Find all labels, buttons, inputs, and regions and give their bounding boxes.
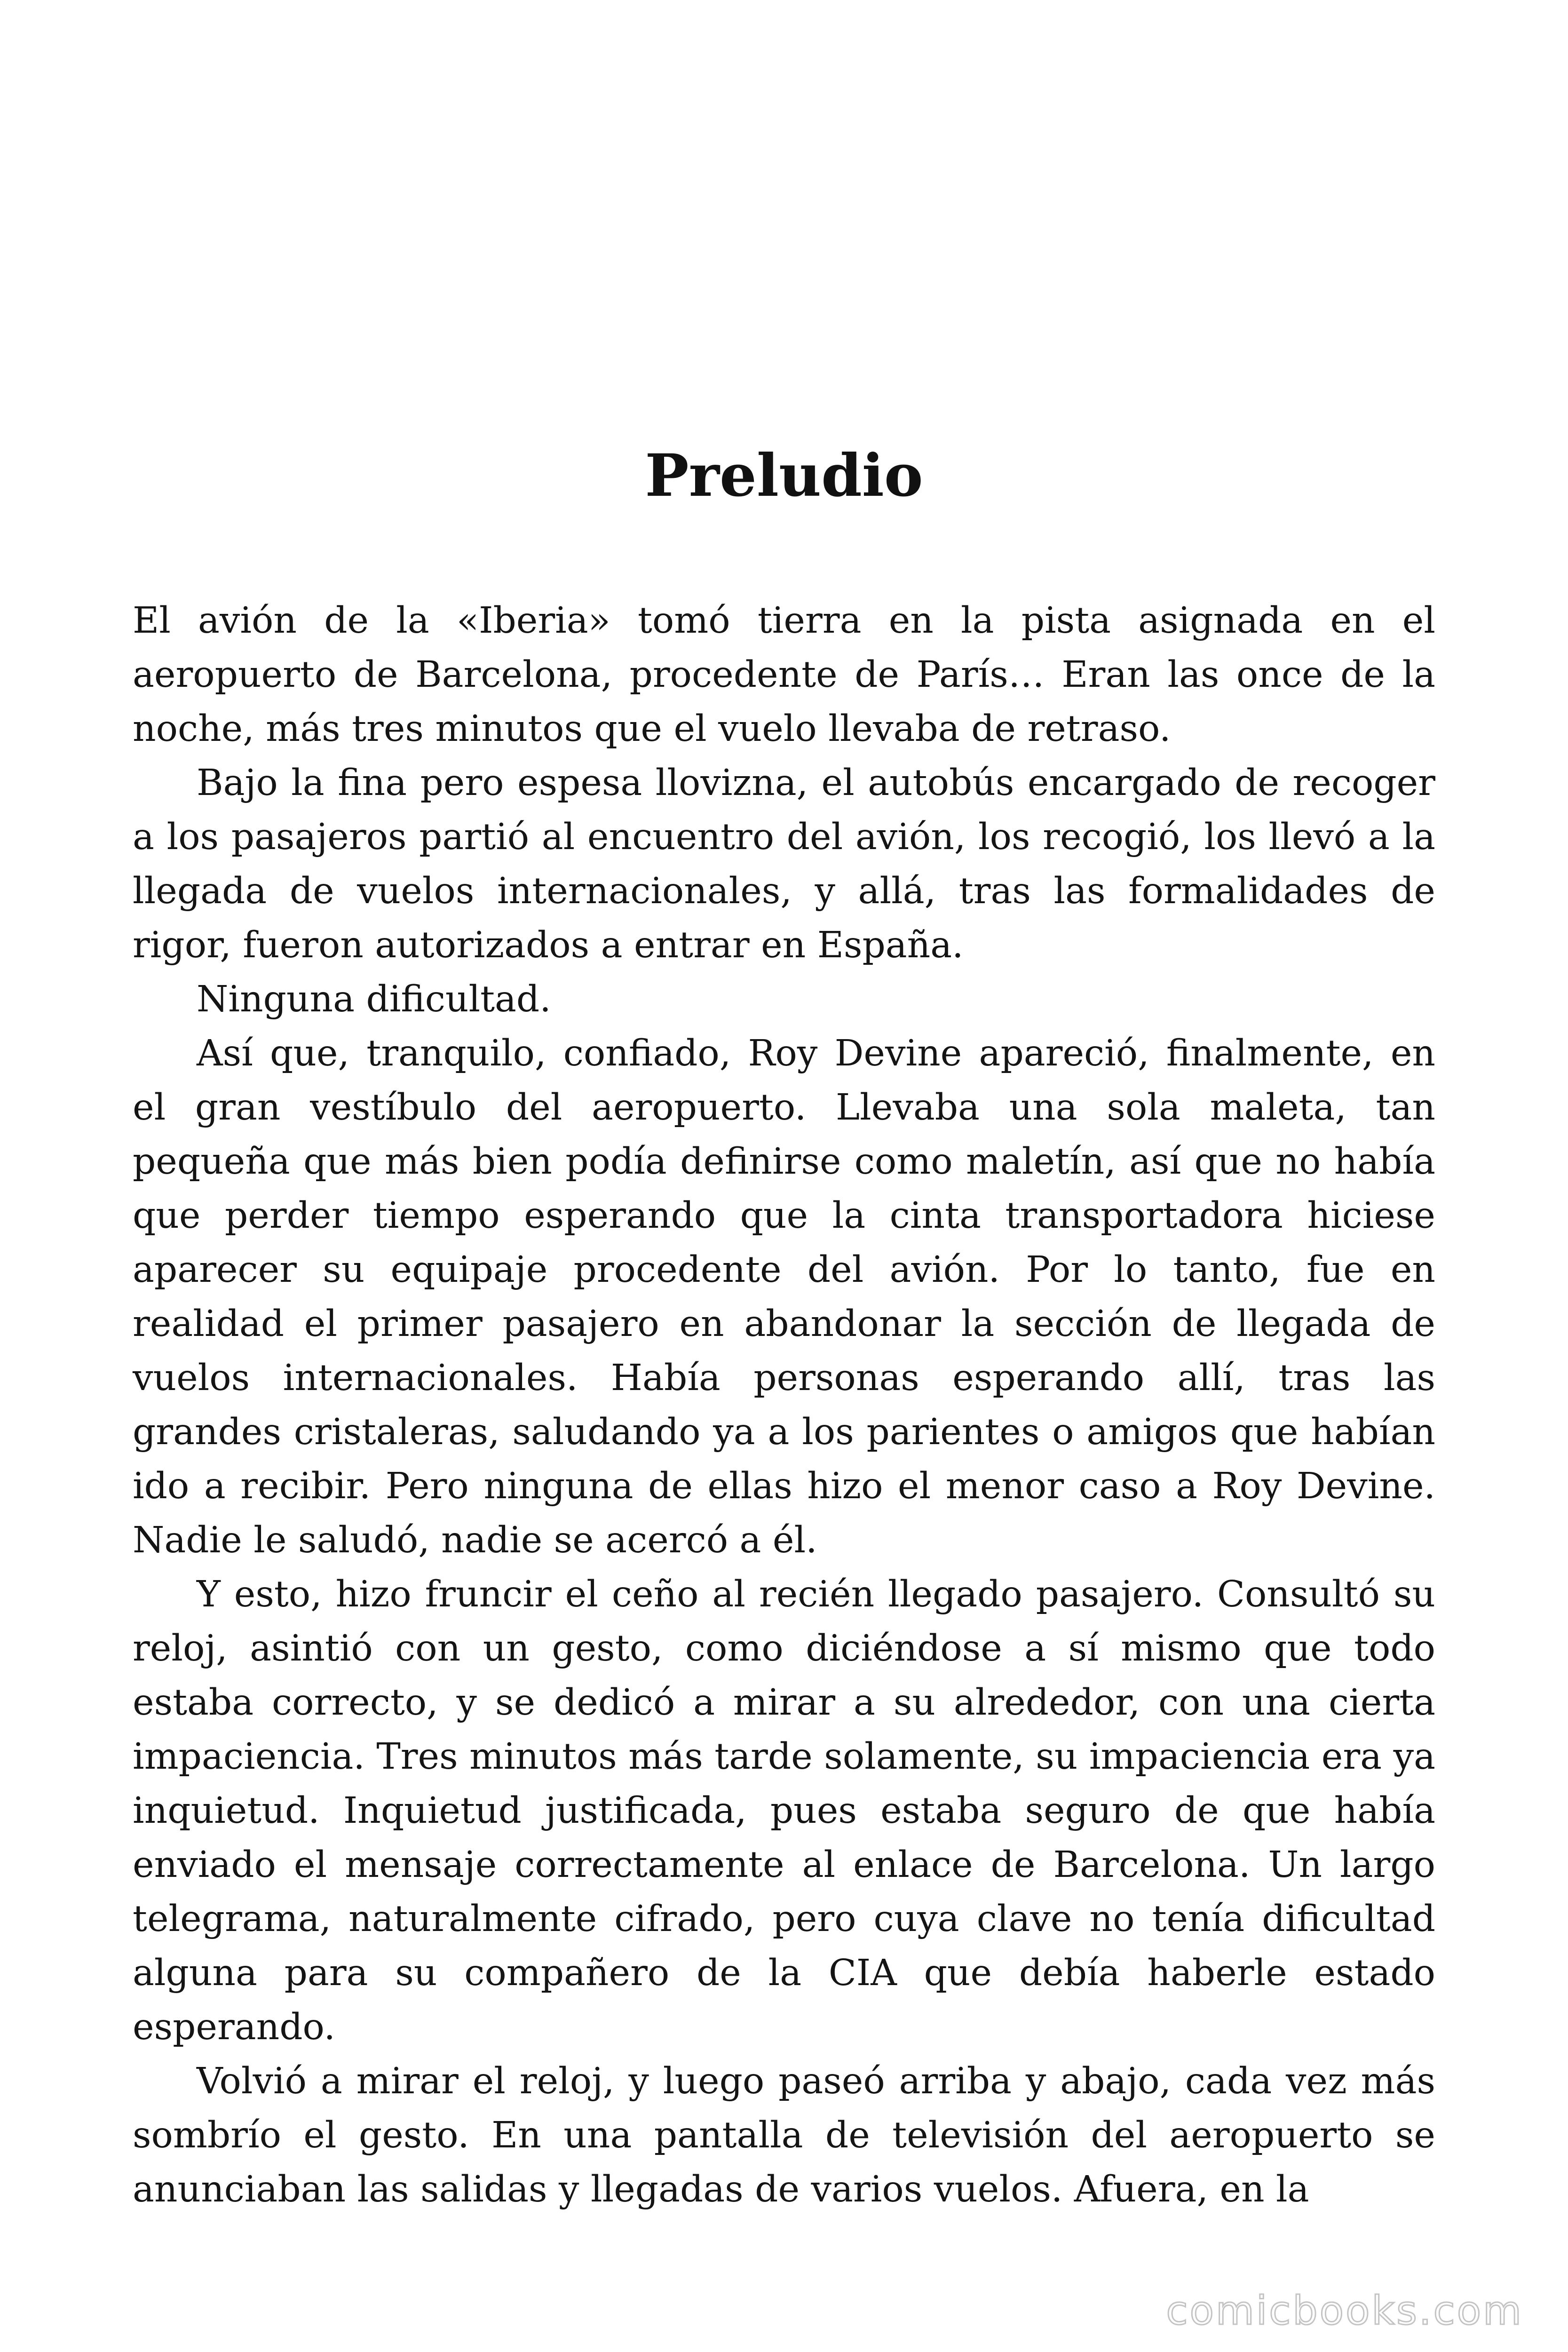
paragraph: Y esto, hizo fruncir el ceño al recién llegado pasajero. Consultó su reloj, asintió con un gesto, como diciéndose a sí mismo que todo estaba correcto, y se dedicó a mirar a su alrededor, con una cierta impaciencia. Tres minutos más tarde solamente, su impaciencia era ya inquietud. Inquietud justificada, pues estaba seguro de que había enviado el mensaje correctamente al enlace de Barcelona. Un largo telegrama, naturalmente cifrado, pero cuya clave no tenía dificultad alguna para su compañero de la CIA que debía haberle estado esperando. (133, 1573, 1435, 2048)
paragraph: Bajo la fina pero espesa llovizna, el autobús encargado de recoger a los pasajeros partió al encuentro del avión, los recogió, los llevó a la llegada de vuelos internacionales, y allá, tras las formalidades de rigor, fueron autorizados a entrar en España. (133, 762, 1435, 966)
body-text (133, 594, 1435, 2217)
paragraph: Volvió a mirar el reloj, y luego paseó arriba y abajo, cada vez más sombrío el gesto. En una pantalla de televisión del aeropuerto se anunciaban las salidas y llegadas de varios vuelos. Afuera, en la (133, 2060, 1435, 2210)
paragraph: Ninguna dificultad. (197, 978, 551, 1020)
paragraph: El avión de la «Iberia» tomó tierra en la pista asignada en el aeropuerto de Barcelona, procedente de París… Eran las once de la noche, más tres minutos que el vuelo llevaba de retraso. (133, 600, 1435, 750)
paragraph: Así que, tranquilo, confiado, Roy Devine apareció, finalmente, en el gran vestíbulo del aeropuerto. Llevaba una sola maleta, tan pequeña que más bien podía definirse como maletín, así que no había que perder tiempo esperando que la cinta transportadora hiciese aparecer su equipaje procedente del avión. Por lo tanto, fue en realidad el primer pasajero en abandonar la sección de llegada de vuelos internacionales. Había personas esperando allí, tras las grandes cristaleras, saludando ya a los parientes o amigos que habían ido a recibir. Pero ninguna de ellas hizo el menor caso a Roy Devine. Nadie le saludó, nadie se acercó a él. (133, 1033, 1435, 1561)
chapter-title: Preludio (645, 442, 923, 510)
watermark: comicbooks.com (1166, 2288, 1523, 2334)
